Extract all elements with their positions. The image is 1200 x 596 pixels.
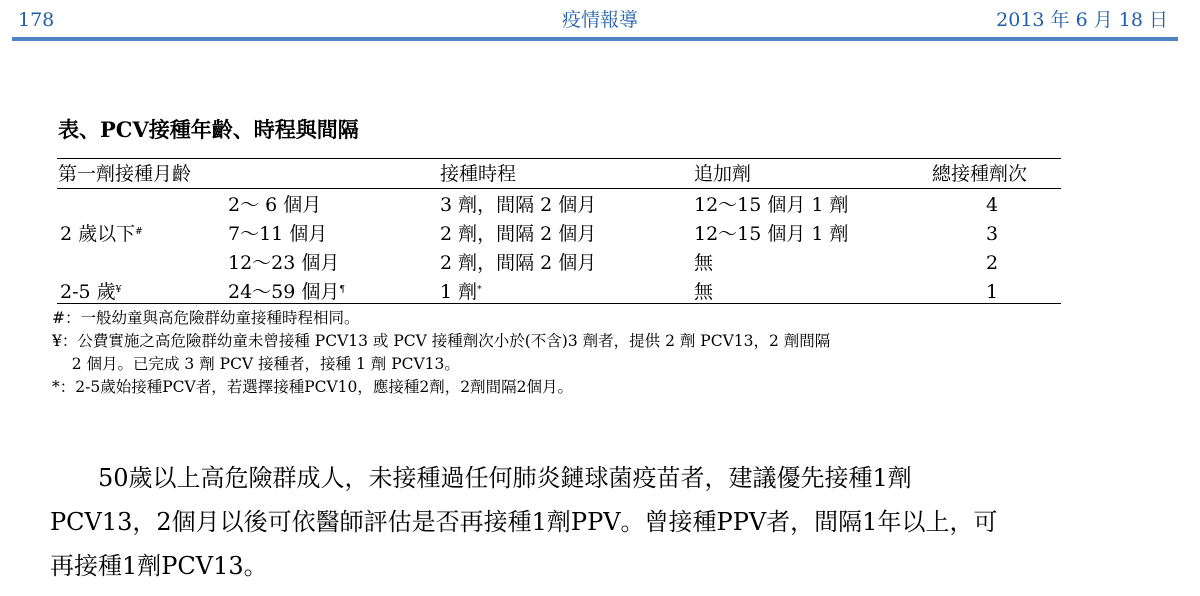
table-cell-age: 2～ 6 個月: [228, 194, 322, 216]
table-cell-booster: 無: [694, 252, 714, 274]
paragraph-line: PCV13，2個月以後可依醫師評估是否再接種1劑PPV。曾接種PPV者，間隔1年以上，可: [50, 508, 998, 536]
table-cell-schedule: 1 劑*: [440, 281, 482, 303]
table-cell-total: 2: [985, 252, 999, 274]
table-cell-booster: 無: [694, 281, 714, 303]
column-header-booster: 追加劑: [694, 163, 752, 185]
table-cell-total: 4: [985, 194, 999, 216]
column-header-total: 總接種劑次: [932, 163, 1028, 185]
table-bottom-rule: [57, 303, 1061, 304]
header-rule: [12, 37, 1178, 41]
table-cell-age: 12～23 個月: [228, 252, 340, 274]
table-cell-booster: 12～15 個月 1 劑: [694, 223, 849, 245]
paragraph-line: 再接種1劑PCV13。: [50, 552, 268, 580]
table-top-rule: [57, 158, 1061, 159]
group-label-under-2: 2 歲以下#: [60, 223, 143, 245]
table-cell-total: 3: [985, 223, 999, 245]
table-cell-age: 24～59 個月¶: [228, 281, 346, 303]
footnote-yen-continued: 2 個月。已完成 3 劑 PCV 接種者，接種 1 劑 PCV13。: [52, 355, 460, 373]
table-cell-age: 7～11 個月: [228, 223, 328, 245]
footnote-yen: ¥：公費實施之高危險群幼童未曾接種 PCV13 或 PCV 接種劑次小於(不含)3 劑者，提供 2 劑 PCV13，2 劑間隔: [52, 332, 831, 350]
page-number: 178: [18, 9, 55, 31]
footnote-hash: #：一般幼童與高危險群幼童接種時程相同。: [52, 309, 360, 327]
table-cell-schedule: 3 劑，間隔 2 個月: [440, 194, 597, 216]
table-header-rule: [57, 188, 1061, 189]
table-title: 表、PCV接種年齡、時程與間隔: [58, 117, 359, 142]
table-cell-schedule: 2 劑，間隔 2 個月: [440, 252, 597, 274]
issue-date: 2013 年 6 月 18 日: [996, 9, 1168, 31]
column-header-age: 第一劑接種月齡: [58, 163, 192, 185]
footnote-asterisk: *：2-5歲始接種PCV者，若選擇接種PCV10，應接種2劑，2劑間隔2個月。: [52, 378, 573, 396]
group-label-2-5: 2-5 歲¥: [60, 281, 122, 303]
paragraph-line: 50歲以上高危險群成人，未接種過任何肺炎鏈球菌疫苗者，建議優先接種1劑: [50, 464, 912, 492]
journal-title: 疫情報導: [561, 9, 638, 31]
table-cell-total: 1: [985, 281, 999, 303]
table-cell-booster: 12～15 個月 1 劑: [694, 194, 849, 216]
table-cell-schedule: 2 劑，間隔 2 個月: [440, 223, 597, 245]
column-header-schedule: 接種時程: [440, 163, 517, 185]
